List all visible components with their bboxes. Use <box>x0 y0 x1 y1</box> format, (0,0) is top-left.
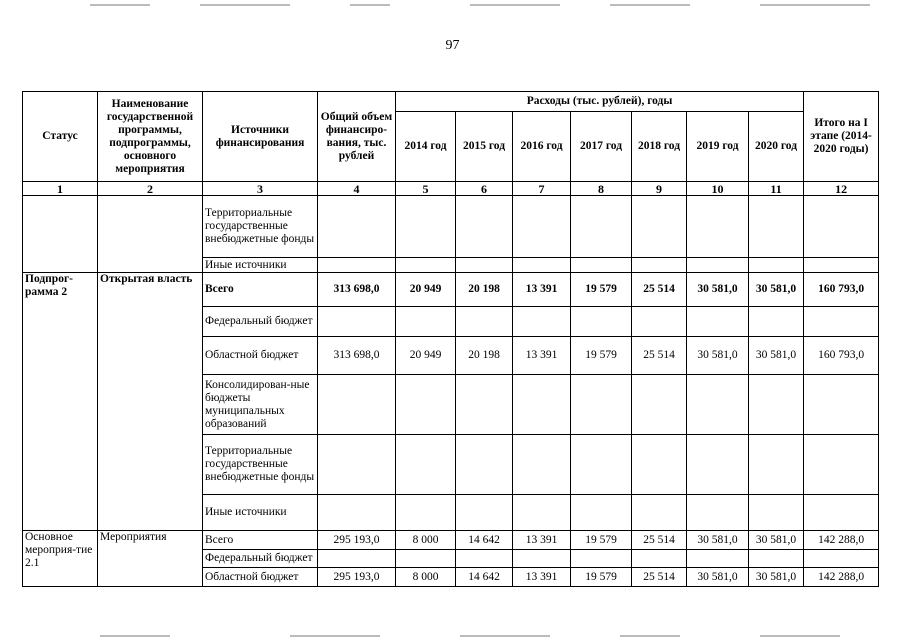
value-cell <box>456 258 513 273</box>
value-cell <box>571 550 632 568</box>
value-cell: 19 579 <box>571 531 632 550</box>
value-cell <box>396 495 456 531</box>
scan-artifact <box>620 635 680 637</box>
value-cell <box>318 495 396 531</box>
page-number: 97 <box>445 38 460 53</box>
source-cell: Территориальные государственные внебюджетные фонды <box>203 435 318 495</box>
value-cell: 25 514 <box>632 531 687 550</box>
value-cell: 30 581,0 <box>749 337 804 375</box>
value-cell <box>632 196 687 258</box>
value-cell <box>632 375 687 435</box>
value-cell <box>513 196 571 258</box>
value-cell <box>396 435 456 495</box>
value-cell <box>396 307 456 337</box>
value-cell <box>749 495 804 531</box>
value-cell: 160 793,0 <box>804 273 879 307</box>
value-cell <box>632 495 687 531</box>
value-cell <box>513 258 571 273</box>
header-name: Наименование государственной программы, подпрограммы, основного мероприятия <box>98 92 203 182</box>
value-cell <box>571 435 632 495</box>
value-cell <box>632 307 687 337</box>
source-cell: Всего <box>203 273 318 307</box>
value-cell: 8 000 <box>396 568 456 587</box>
value-cell <box>687 258 749 273</box>
value-cell <box>513 550 571 568</box>
value-cell <box>749 550 804 568</box>
table-body <box>23 196 879 587</box>
value-cell: 30 581,0 <box>687 273 749 307</box>
name-cell: Открытая власть <box>98 273 203 531</box>
value-cell <box>571 375 632 435</box>
value-cell <box>318 550 396 568</box>
value-cell <box>687 495 749 531</box>
source-cell: Иные источники <box>203 495 318 531</box>
value-cell <box>513 307 571 337</box>
value-cell: 25 514 <box>632 273 687 307</box>
value-cell <box>456 550 513 568</box>
source-cell: Областной бюджет <box>203 568 318 587</box>
table-row <box>23 531 879 550</box>
scan-artifact <box>760 4 870 6</box>
scan-artifact <box>90 4 150 6</box>
source-cell: Иные источники <box>203 258 318 273</box>
value-cell: 313 698,0 <box>318 337 396 375</box>
column-number: 9 <box>632 182 687 196</box>
scan-artifact <box>100 635 170 637</box>
column-number: 7 <box>513 182 571 196</box>
value-cell <box>318 196 396 258</box>
value-cell: 30 581,0 <box>687 568 749 587</box>
value-cell <box>513 375 571 435</box>
value-cell <box>318 307 396 337</box>
value-cell <box>804 375 879 435</box>
column-number: 3 <box>203 182 318 196</box>
source-cell: Федеральный бюджет <box>203 307 318 337</box>
value-cell: 13 391 <box>513 273 571 307</box>
source-cell: Консолидирован-ные бюджеты муниципальных образований <box>203 375 318 435</box>
value-cell: 13 391 <box>513 337 571 375</box>
value-cell: 295 193,0 <box>318 568 396 587</box>
status-cell <box>23 196 98 273</box>
value-cell <box>632 435 687 495</box>
value-cell <box>318 435 396 495</box>
value-cell: 142 288,0 <box>804 568 879 587</box>
value-cell <box>456 307 513 337</box>
value-cell: 25 514 <box>632 568 687 587</box>
header-year: 2018 год <box>632 112 687 182</box>
value-cell: 30 581,0 <box>749 273 804 307</box>
value-cell <box>396 375 456 435</box>
status-cell: Подпрог-рамма 2 <box>23 273 98 531</box>
header-year: 2020 год <box>749 112 804 182</box>
value-cell: 8 000 <box>396 531 456 550</box>
column-number: 8 <box>571 182 632 196</box>
value-cell <box>571 258 632 273</box>
header-sources: Источники финансирования <box>203 92 318 182</box>
value-cell <box>687 550 749 568</box>
value-cell <box>804 435 879 495</box>
value-cell: 20 949 <box>396 337 456 375</box>
value-cell <box>632 550 687 568</box>
value-cell: 19 579 <box>571 337 632 375</box>
value-cell: 13 391 <box>513 568 571 587</box>
value-cell <box>749 307 804 337</box>
value-cell: 14 642 <box>456 531 513 550</box>
value-cell: 14 642 <box>456 568 513 587</box>
column-number: 12 <box>804 182 879 196</box>
value-cell <box>456 196 513 258</box>
header-year: 2019 год <box>687 112 749 182</box>
value-cell <box>687 196 749 258</box>
scan-artifact <box>200 4 290 6</box>
name-cell: Мероприятия <box>98 531 203 587</box>
value-cell <box>318 258 396 273</box>
column-number: 4 <box>318 182 396 196</box>
value-cell <box>456 375 513 435</box>
value-cell <box>804 495 879 531</box>
column-number: 2 <box>98 182 203 196</box>
value-cell <box>396 550 456 568</box>
value-cell: 25 514 <box>632 337 687 375</box>
scan-artifact <box>350 4 390 6</box>
header-year: 2014 год <box>396 112 456 182</box>
value-cell: 313 698,0 <box>318 273 396 307</box>
header-year: 2017 год <box>571 112 632 182</box>
scan-artifact <box>760 635 840 637</box>
value-cell: 30 581,0 <box>749 568 804 587</box>
column-number: 11 <box>749 182 804 196</box>
scan-artifact <box>460 635 550 637</box>
header-year: 2016 год <box>513 112 571 182</box>
header-stage-total: Итого на I этапе (2014-2020 годы) <box>804 92 879 182</box>
value-cell <box>456 435 513 495</box>
column-number: 1 <box>23 182 98 196</box>
table-row <box>23 273 879 307</box>
value-cell <box>513 435 571 495</box>
source-cell: Федеральный бюджет <box>203 550 318 568</box>
name-cell <box>98 196 203 273</box>
value-cell <box>749 196 804 258</box>
column-number: 5 <box>396 182 456 196</box>
header-status: Статус <box>23 92 98 182</box>
table-row <box>23 196 879 258</box>
value-cell <box>687 435 749 495</box>
header-year: 2015 год <box>456 112 513 182</box>
value-cell: 20 949 <box>396 273 456 307</box>
source-cell: Областной бюджет <box>203 337 318 375</box>
value-cell <box>804 258 879 273</box>
value-cell <box>749 375 804 435</box>
scan-artifact <box>470 4 560 6</box>
value-cell <box>513 495 571 531</box>
value-cell: 30 581,0 <box>687 531 749 550</box>
value-cell <box>396 258 456 273</box>
value-cell: 160 793,0 <box>804 337 879 375</box>
value-cell <box>687 307 749 337</box>
value-cell: 20 198 <box>456 273 513 307</box>
value-cell <box>632 258 687 273</box>
value-cell: 295 193,0 <box>318 531 396 550</box>
value-cell: 30 581,0 <box>687 337 749 375</box>
value-cell <box>749 258 804 273</box>
value-cell <box>804 196 879 258</box>
header-expenses-group: Расходы (тыс. рублей), годы <box>396 92 804 112</box>
header-total-volume: Общий объем финансиро-вания, тыс. рублей <box>318 92 396 182</box>
value-cell <box>687 375 749 435</box>
column-number: 10 <box>687 182 749 196</box>
financing-table <box>22 91 879 587</box>
source-cell: Всего <box>203 531 318 550</box>
value-cell: 19 579 <box>571 273 632 307</box>
scan-artifact <box>290 635 380 637</box>
value-cell: 142 288,0 <box>804 531 879 550</box>
value-cell: 30 581,0 <box>749 531 804 550</box>
value-cell <box>804 307 879 337</box>
column-number: 6 <box>456 182 513 196</box>
value-cell <box>571 196 632 258</box>
value-cell <box>571 495 632 531</box>
value-cell <box>396 196 456 258</box>
value-cell: 20 198 <box>456 337 513 375</box>
value-cell: 13 391 <box>513 531 571 550</box>
value-cell <box>804 550 879 568</box>
value-cell <box>456 495 513 531</box>
status-cell: Основное мероприя-тие 2.1 <box>23 531 98 587</box>
value-cell: 19 579 <box>571 568 632 587</box>
value-cell <box>318 375 396 435</box>
value-cell <box>571 307 632 337</box>
source-cell: Территориальные государственные внебюджетные фонды <box>203 196 318 258</box>
value-cell <box>749 435 804 495</box>
scan-artifact <box>610 4 690 6</box>
